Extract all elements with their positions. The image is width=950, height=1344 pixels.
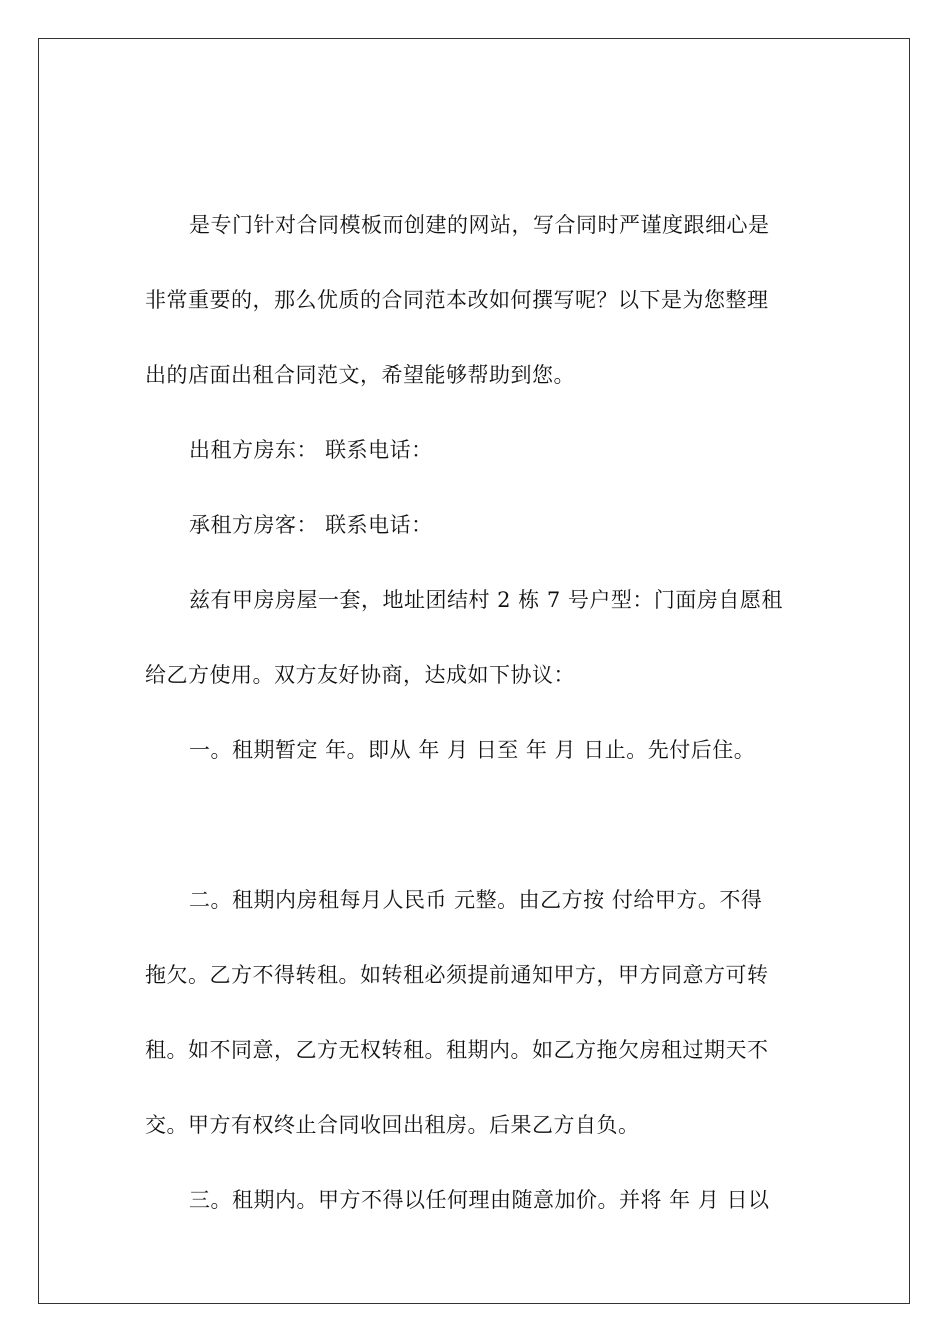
paragraph-line: 交。甲方有权终止合同收回出租房。后果乙方自负。 (145, 1113, 640, 1137)
landlord-line: 出租方房东： 联系电话： (189, 438, 433, 462)
tenant-line: 承租方房客： 联系电话： (189, 513, 433, 537)
paragraph-line: 非常重要的，那么优质的合同范本改如何撰写呢？以下是为您整理 (145, 288, 769, 312)
clause-3: 三。租期内。甲方不得以任何理由随意加价。并将 年 月 日以 (189, 1188, 770, 1212)
paragraph-line: 拖欠。乙方不得转租。如转租必须提前通知甲方，甲方同意方可转 (145, 963, 769, 987)
document-body (145, 188, 805, 1238)
paragraph-line: 兹有甲房房屋一套，地址团结村 2 栋 7 号户型：门面房自愿租 (189, 588, 783, 612)
blank-gap (145, 788, 805, 863)
paragraph-line: 租。如不同意，乙方无权转租。租期内。如乙方拖欠房租过期天不 (145, 1038, 769, 1062)
paragraph-line: 是专门针对合同模板而创建的网站，写合同时严谨度跟细心是 (189, 213, 770, 237)
clause-1: 一。租期暂定 年。即从 年 月 日至 年 月 日止。先付后住。 (189, 738, 756, 762)
paragraph-line: 给乙方使用。双方友好协商，达成如下协议： (145, 663, 575, 687)
clause-2: 二。租期内房租每月人民币 元整。由乙方按 付给甲方。不得 (189, 888, 763, 912)
paragraph-line: 出的店面出租合同范文，希望能够帮助到您。 (145, 363, 575, 387)
